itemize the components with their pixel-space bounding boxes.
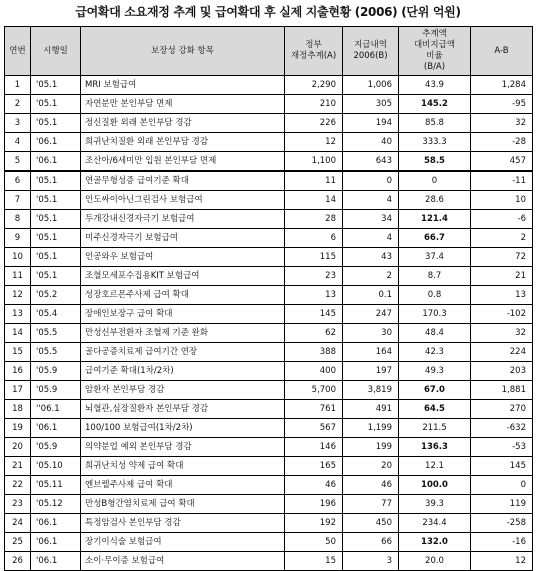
cell-no: 9 <box>5 229 31 248</box>
cell-paid: 4 <box>343 191 399 210</box>
cell-no: 21 <box>5 457 31 476</box>
table-row <box>5 305 533 324</box>
cell-item: 장기이식술 보험급여 <box>81 533 285 552</box>
cell-gov-estimate: 226 <box>285 114 343 133</box>
table-row <box>5 457 533 476</box>
cell-paid: 4 <box>343 229 399 248</box>
cell-item: 암환자 본인부담 경감 <box>81 381 285 400</box>
cell-ratio: 48.4 <box>399 324 471 343</box>
cell-ratio: 333.3 <box>399 133 471 152</box>
cell-item: 의약분업 예외 본인부담 경감 <box>81 438 285 457</box>
cell-item: 급여기준 확대(1차/2차) <box>81 362 285 381</box>
cell-no: 8 <box>5 210 31 229</box>
cell-ratio: 8.7 <box>399 267 471 286</box>
cell-ratio: 67.0 <box>399 381 471 400</box>
cell-no: 12 <box>5 286 31 305</box>
header-no: 연번 <box>5 27 31 76</box>
cell-no: 19 <box>5 419 31 438</box>
cell-gov-estimate: 145 <box>285 305 343 324</box>
header-ratio: 추계액 대비지급액 비율 (B/A) <box>399 27 471 76</box>
cell-paid: 46 <box>343 476 399 495</box>
cell-item: 희귀난치성 약제 급여 확대 <box>81 457 285 476</box>
cell-gov-estimate: 13 <box>285 286 343 305</box>
cell-paid: 2 <box>343 267 399 286</box>
cell-no: 3 <box>5 114 31 133</box>
cell-item: 소이·무이증 보험급여 <box>81 552 285 571</box>
cell-paid: 3 <box>343 552 399 571</box>
cell-ratio: 0.8 <box>399 286 471 305</box>
cell-ratio: 136.3 <box>399 438 471 457</box>
cell-no: 20 <box>5 438 31 457</box>
cell-paid: 66 <box>343 533 399 552</box>
cell-date: ''06.1 <box>31 400 81 419</box>
cell-gov-estimate: 1,100 <box>285 152 343 172</box>
cell-date: '05.9 <box>31 381 81 400</box>
cell-item: 엔브렐주사제 급여 확대 <box>81 476 285 495</box>
cell-item: 희귀난치질환 외래 본인부담 경감 <box>81 133 285 152</box>
cell-gov-estimate: 2,290 <box>285 76 343 95</box>
table-row <box>5 495 533 514</box>
cell-diff: 72 <box>471 248 533 267</box>
table-row <box>5 210 533 229</box>
cell-no: 15 <box>5 343 31 362</box>
cell-diff: 0 <box>471 476 533 495</box>
cell-paid: 199 <box>343 438 399 457</box>
table-row <box>5 114 533 133</box>
cell-gov-estimate: 146 <box>285 438 343 457</box>
cell-no: 5 <box>5 152 31 172</box>
cell-gov-estimate: 6 <box>285 229 343 248</box>
cell-item: 인공와우 보험급여 <box>81 248 285 267</box>
cell-diff: 1,881 <box>471 381 533 400</box>
cell-ratio: 37.4 <box>399 248 471 267</box>
cell-diff: -632 <box>471 419 533 438</box>
cell-ratio: 20.0 <box>399 552 471 571</box>
cell-no: 13 <box>5 305 31 324</box>
cell-date: '05.1 <box>31 210 81 229</box>
cell-diff: 457 <box>471 152 533 172</box>
cell-gov-estimate: 196 <box>285 495 343 514</box>
cell-ratio: 58.5 <box>399 152 471 172</box>
cell-gov-estimate: 400 <box>285 362 343 381</box>
cell-date: '05.1 <box>31 191 81 210</box>
cell-date: '06.1 <box>31 514 81 533</box>
cell-no: 7 <box>5 191 31 210</box>
cell-diff: -11 <box>471 171 533 191</box>
cell-item: 미주신경자극기 보험급여 <box>81 229 285 248</box>
table-row <box>5 267 533 286</box>
cell-item: 100/100 보험급여(1차/2차) <box>81 419 285 438</box>
cell-diff: -102 <box>471 305 533 324</box>
cell-date: '05.1 <box>31 248 81 267</box>
cell-paid: 77 <box>343 495 399 514</box>
cell-date: '05.2 <box>31 286 81 305</box>
cell-diff: 12 <box>471 552 533 571</box>
cell-diff: -95 <box>471 95 533 114</box>
cell-item: 만성B형간염치료제 급여 확대 <box>81 495 285 514</box>
cell-diff: 13 <box>471 286 533 305</box>
cell-ratio: 121.4 <box>399 210 471 229</box>
cell-paid: 247 <box>343 305 399 324</box>
cell-item: MRI 보험급여 <box>81 76 285 95</box>
cell-ratio: 43.9 <box>399 76 471 95</box>
header-item: 보장성 강화 항목 <box>81 27 285 76</box>
cell-paid: 0 <box>343 171 399 191</box>
cell-paid: 34 <box>343 210 399 229</box>
cell-paid: 643 <box>343 152 399 172</box>
header-paid: 지급내역 2006(B) <box>343 27 399 76</box>
header-gov-estimate: 정부 재정추계(A) <box>285 27 343 76</box>
cell-gov-estimate: 192 <box>285 514 343 533</box>
cell-ratio: 170.3 <box>399 305 471 324</box>
cell-diff: -6 <box>471 210 533 229</box>
cell-date: '05.1 <box>31 229 81 248</box>
cell-diff: -28 <box>471 133 533 152</box>
cell-paid: 43 <box>343 248 399 267</box>
cell-no: 26 <box>5 552 31 571</box>
cell-gov-estimate: 5,700 <box>285 381 343 400</box>
cell-gov-estimate: 62 <box>285 324 343 343</box>
table-row <box>5 171 533 191</box>
cell-date: '06.1 <box>31 533 81 552</box>
cell-diff: 32 <box>471 114 533 133</box>
cell-date: '05.9 <box>31 362 81 381</box>
cell-gov-estimate: 46 <box>285 476 343 495</box>
table-row <box>5 514 533 533</box>
cell-diff: 145 <box>471 457 533 476</box>
cell-ratio: 66.7 <box>399 229 471 248</box>
cell-gov-estimate: 15 <box>285 552 343 571</box>
table-row <box>5 229 533 248</box>
cell-gov-estimate: 50 <box>285 533 343 552</box>
table-row <box>5 343 533 362</box>
cell-paid: 491 <box>343 400 399 419</box>
cell-date: '05.1 <box>31 76 81 95</box>
cell-no: 10 <box>5 248 31 267</box>
cell-date: '05.1 <box>31 95 81 114</box>
cell-date: '05.4 <box>31 305 81 324</box>
cell-gov-estimate: 115 <box>285 248 343 267</box>
cell-no: 25 <box>5 533 31 552</box>
cell-item: 정신질환 외래 본인부담 경감 <box>81 114 285 133</box>
cell-ratio: 85.8 <box>399 114 471 133</box>
header-row <box>5 27 533 76</box>
cell-item: 만성신부전환자 조혈제 기준 완화 <box>81 324 285 343</box>
table-row <box>5 133 533 152</box>
table-row <box>5 381 533 400</box>
cell-no: 22 <box>5 476 31 495</box>
cell-item: 뇌혈관,심장질환자 본인부담 경감 <box>81 400 285 419</box>
cell-diff: 32 <box>471 324 533 343</box>
cell-gov-estimate: 567 <box>285 419 343 438</box>
cell-gov-estimate: 761 <box>285 400 343 419</box>
table-row <box>5 191 533 210</box>
cell-date: '05.9 <box>31 438 81 457</box>
cell-date: '06.1 <box>31 419 81 438</box>
cell-no: 1 <box>5 76 31 95</box>
cell-date: '05.1 <box>31 114 81 133</box>
cell-gov-estimate: 28 <box>285 210 343 229</box>
cell-paid: 194 <box>343 114 399 133</box>
cell-item: 조산아/6세미만 입원 본인부담 면제 <box>81 152 285 172</box>
cell-diff: 119 <box>471 495 533 514</box>
cell-ratio: 211.5 <box>399 419 471 438</box>
table-row <box>5 362 533 381</box>
cell-diff: -16 <box>471 533 533 552</box>
cell-no: 17 <box>5 381 31 400</box>
cell-paid: 3,819 <box>343 381 399 400</box>
cell-ratio: 39.3 <box>399 495 471 514</box>
cell-item: 장애인보장구 급여 확대 <box>81 305 285 324</box>
cell-ratio: 28.6 <box>399 191 471 210</box>
cell-paid: 197 <box>343 362 399 381</box>
cell-date: '05.11 <box>31 476 81 495</box>
cell-ratio: 64.5 <box>399 400 471 419</box>
cell-diff: 2 <box>471 229 533 248</box>
table-title: 급여확대 소요재정 추계 및 급여확대 후 실제 지출현황 (2006) (단위 억원) <box>75 5 461 19</box>
table-row <box>5 552 533 571</box>
cell-ratio: 0 <box>399 171 471 191</box>
table-row <box>5 152 533 172</box>
cell-ratio: 145.2 <box>399 95 471 114</box>
cell-no: 11 <box>5 267 31 286</box>
cell-diff: 21 <box>471 267 533 286</box>
cell-date: '05.10 <box>31 457 81 476</box>
cell-no: 24 <box>5 514 31 533</box>
cell-paid: 30 <box>343 324 399 343</box>
cell-diff: 224 <box>471 343 533 362</box>
cell-no: 2 <box>5 95 31 114</box>
cell-ratio: 42.3 <box>399 343 471 362</box>
cell-item: 연골무형성증 급여기준 확대 <box>81 171 285 191</box>
cell-paid: 20 <box>343 457 399 476</box>
cell-item: 특정암검사 본인부담 경감 <box>81 514 285 533</box>
cell-date: '05.5 <box>31 324 81 343</box>
table-row <box>5 76 533 95</box>
cell-ratio: 12.1 <box>399 457 471 476</box>
cell-diff: 10 <box>471 191 533 210</box>
cell-ratio: 49.3 <box>399 362 471 381</box>
cell-gov-estimate: 11 <box>285 171 343 191</box>
cell-date: '05.1 <box>31 267 81 286</box>
cell-diff: -53 <box>471 438 533 457</box>
cell-item: 성장호르몬주사제 급여 확대 <box>81 286 285 305</box>
cell-paid: 450 <box>343 514 399 533</box>
expenditure-table <box>4 26 533 571</box>
cell-paid: 305 <box>343 95 399 114</box>
cell-paid: 1,199 <box>343 419 399 438</box>
cell-no: 23 <box>5 495 31 514</box>
cell-item: 자연분만 본인부담 면제 <box>81 95 285 114</box>
cell-no: 16 <box>5 362 31 381</box>
table-row <box>5 476 533 495</box>
cell-diff: 203 <box>471 362 533 381</box>
table-row <box>5 400 533 419</box>
cell-diff: 1,284 <box>471 76 533 95</box>
cell-item: 조혈모세포수집용KIT 보험급여 <box>81 267 285 286</box>
table-row <box>5 95 533 114</box>
cell-gov-estimate: 210 <box>285 95 343 114</box>
cell-no: 14 <box>5 324 31 343</box>
cell-no: 4 <box>5 133 31 152</box>
cell-ratio: 100.0 <box>399 476 471 495</box>
table-row <box>5 419 533 438</box>
cell-item: 골다공증치료제 급여기간 연장 <box>81 343 285 362</box>
cell-diff: -258 <box>471 514 533 533</box>
header-date: 시행일 <box>31 27 81 76</box>
cell-ratio: 234.4 <box>399 514 471 533</box>
cell-date: '05.1 <box>31 171 81 191</box>
cell-paid: 40 <box>343 133 399 152</box>
cell-ratio: 132.0 <box>399 533 471 552</box>
cell-gov-estimate: 388 <box>285 343 343 362</box>
cell-paid: 164 <box>343 343 399 362</box>
table-row <box>5 438 533 457</box>
cell-gov-estimate: 12 <box>285 133 343 152</box>
cell-date: '05.12 <box>31 495 81 514</box>
cell-diff: 270 <box>471 400 533 419</box>
header-diff: A-B <box>471 27 533 76</box>
cell-item: 두개강내신경자극기 보험급여 <box>81 210 285 229</box>
cell-no: 6 <box>5 171 31 191</box>
table-row <box>5 286 533 305</box>
cell-gov-estimate: 23 <box>285 267 343 286</box>
cell-date: '05.5 <box>31 343 81 362</box>
cell-date: '06.1 <box>31 552 81 571</box>
cell-paid: 0.1 <box>343 286 399 305</box>
table-row <box>5 248 533 267</box>
cell-date: '06.1 <box>31 152 81 172</box>
cell-gov-estimate: 14 <box>285 191 343 210</box>
cell-paid: 1,006 <box>343 76 399 95</box>
cell-gov-estimate: 165 <box>285 457 343 476</box>
table-row <box>5 533 533 552</box>
cell-date: '06.1 <box>31 133 81 152</box>
table-row <box>5 324 533 343</box>
cell-item: 인도싸이아닌그린검사 보험급여 <box>81 191 285 210</box>
cell-no: 18 <box>5 400 31 419</box>
